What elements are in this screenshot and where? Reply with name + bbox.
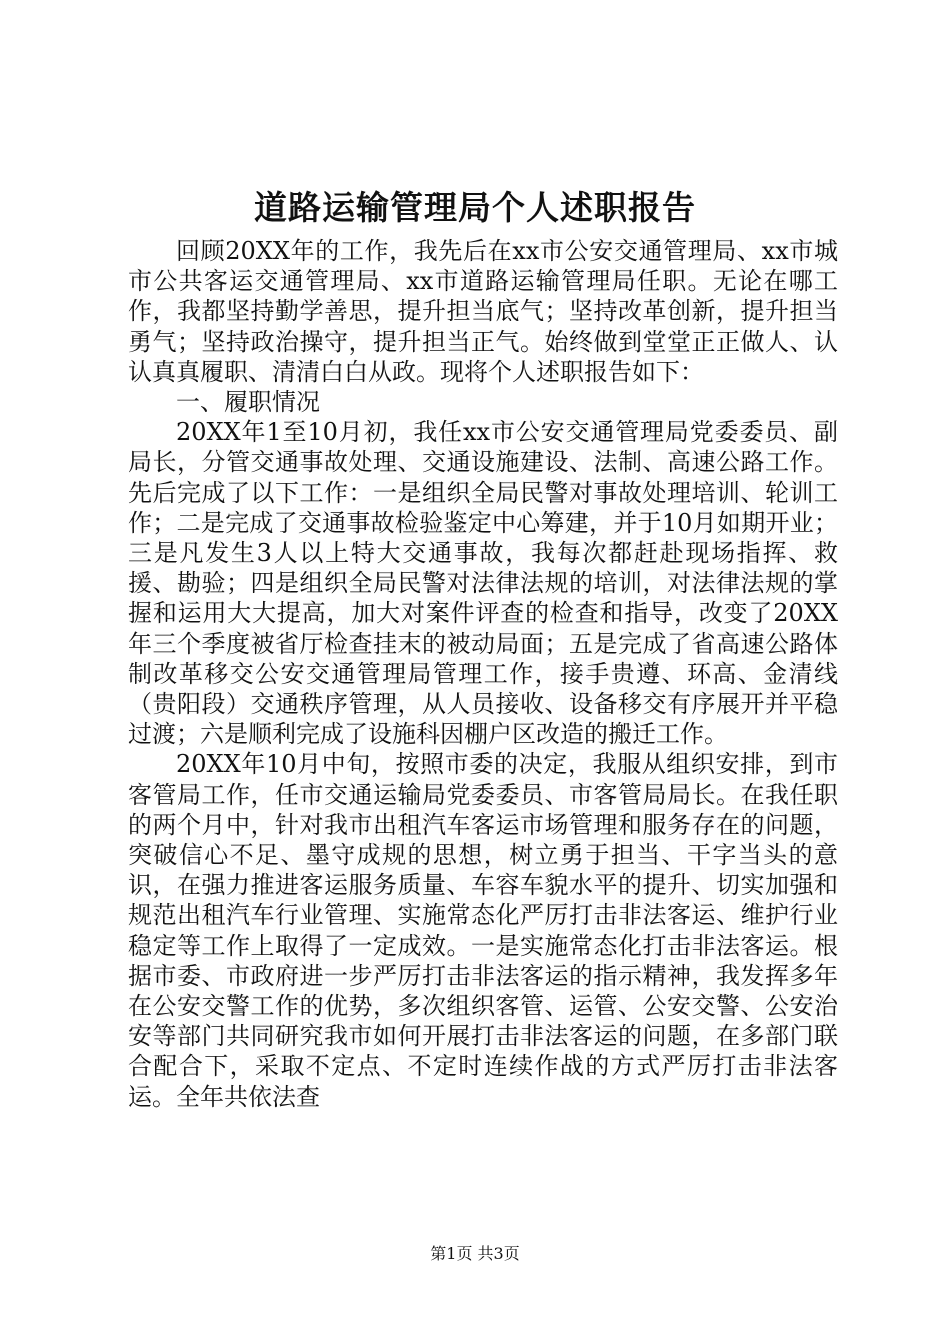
page-footer: 第1页 共3页 — [430, 1244, 520, 1263]
paragraph-intro: 回顾20XX年的工作，我先后在xx市公安交通管理局、xx市城市公共客运交通管理局、xx市道路运输管理局任职。无论在哪工作，我都坚持勤学善思，提升担当底气；坚持改革创新，提升担当勇气；坚持政治操守，提升担当正气。始终做到堂堂正正做人、认认真真履职、清清白白从政。现将个人述职报告如下： — [128, 237, 838, 386]
paragraph-public-security: 20XX年1至10月初，我任xx市公安交通管理局党委委员、副局长，分管交通事故处理、交通设施建设、法制、高速公路工作。先后完成了以下工作：一是组织全局民警对事故处理培训、轮训工作；二是完成了交通事故检验鉴定中心筹建，并于10月如期开业；三是凡发生3人以上特大交通事故，我每次都赶赴现场指挥、救援、勘验；四是组织全局民警对法律法规的培训，对法律法规的掌握和运用大大提高，加大对案件评查的检查和指导，改变了20XX年三个季度被省厅检查挂末的被动局面；五是完成了省高速公路体制改革移交公安交通管理局管理工作，接手贵遵、环高、金清线（贵阳段）交通秩序管理，从人员接收、设备移交有序展开并平稳过渡；六是顺利完成了设施科因棚户区改造的搬迁工作。 — [128, 418, 838, 749]
paragraph-passenger-transport: 20XX年10月中旬，按照市委的决定，我服从组织安排，到市客管局工作，任市交通运输局党委委员、市客管局局长。在我任职的两个月中，针对我市出租汽车客运市场管理和服务存在的问题，突破信心不足、墨守成规的思想，树立勇于担当、干字当头的意识，在强力推进客运服务质量、车容车貌水平的提升、切实加强和规范出租汽车行业管理、实施常态化严厉打击非法客运、维护行业稳定等工作上取得了一定成效。一是实施常态化打击非法客运。根据市委、市政府进一步严厉打击非法客运的指示精神，我发挥多年在公安交警工作的优势，多次组织客管、运管、公安交警、公安治安等部门共同研究我市如何开展打击非法客运的问题，在多部门联合配合下，采取不定点、不定时连续作战的方式严厉打击非法客运。全年共依法查 — [128, 750, 838, 1111]
section-heading: 一、履职情况 — [176, 388, 320, 417]
document-title: 道路运输管理局个人述职报告 — [254, 188, 696, 227]
document-body — [128, 236, 838, 1112]
